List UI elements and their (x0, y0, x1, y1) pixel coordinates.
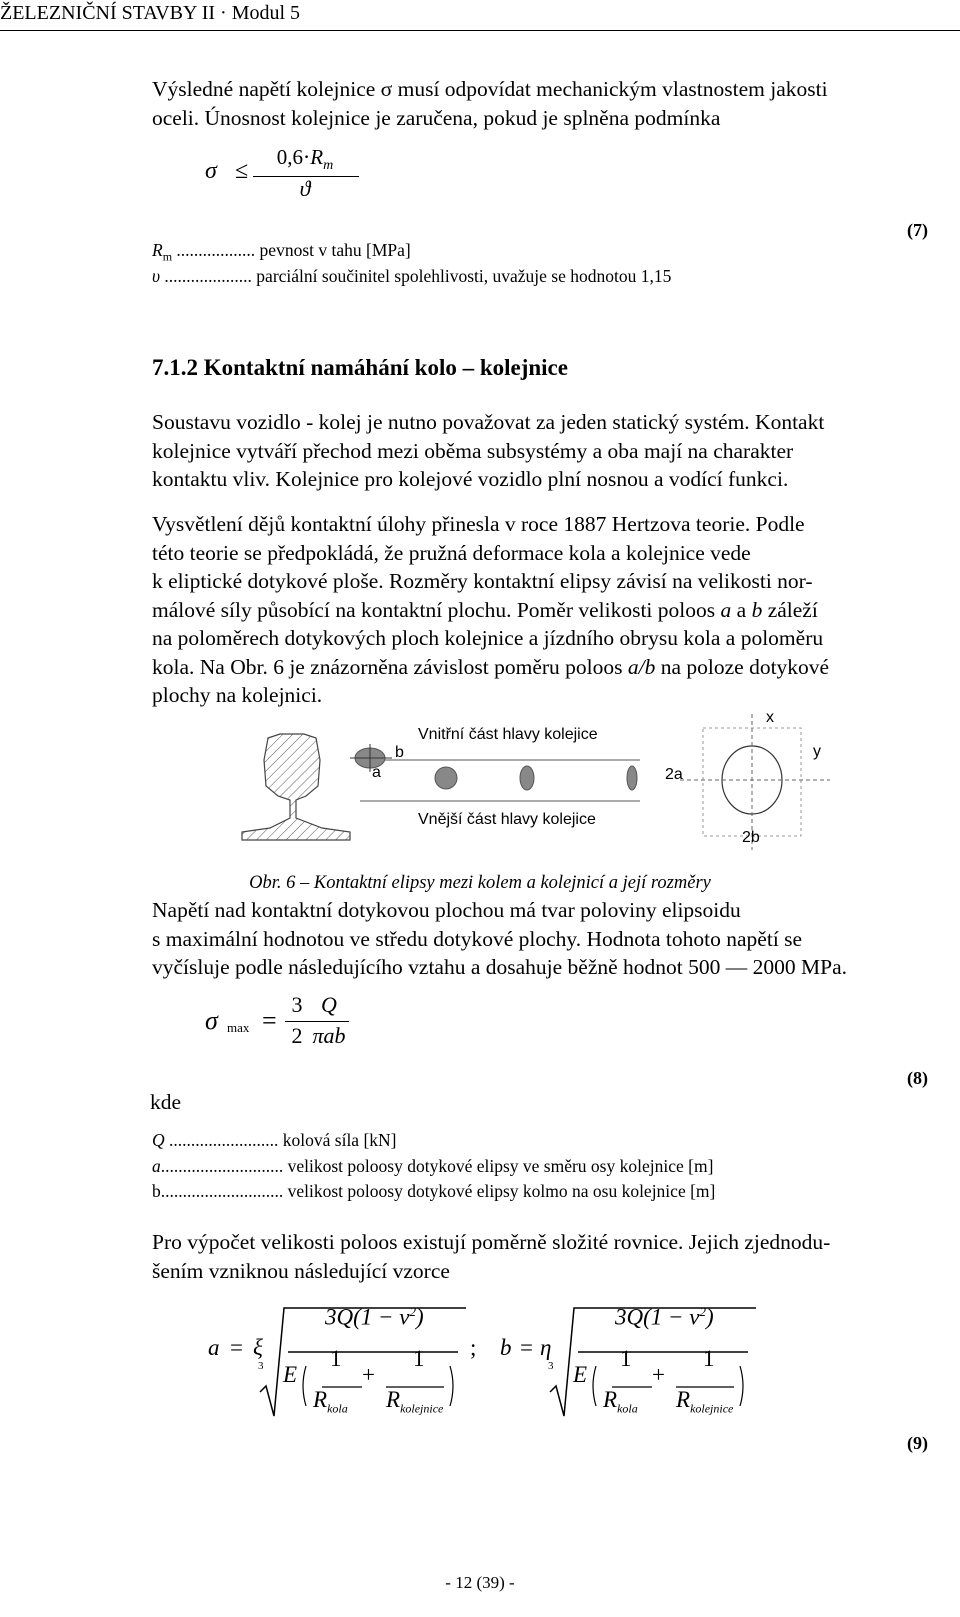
eq9-a-R2-sym: R (386, 1387, 401, 1412)
eq9-b: b (500, 1335, 512, 1360)
contact-ellipse-2 (435, 767, 457, 789)
eq9-a-R1 (313, 1387, 348, 1417)
intro-line-1: Výsledné napětí kolejnice σ musí odpovídat mechanickým vlastnostem jakosti (152, 77, 828, 101)
def-symbol: Q (152, 1130, 165, 1150)
eq8-f-num: Q (321, 992, 337, 1017)
label-2b: 2b (742, 829, 760, 846)
eq9-a-R1-sub: kola (327, 1401, 348, 1416)
def-text: pevnost v tahu [MPa] (255, 240, 411, 260)
def-symbol: b (152, 1181, 161, 1201)
def-symbol: υ (152, 266, 161, 286)
eq9-a-R2 (386, 1387, 443, 1417)
intro-line-2: oceli. Únosnost kolejnice je zaručena, pokud je splněna podmínka (152, 105, 721, 130)
p2-line-5: na poloměrech dotykových ploch kolejnice a jízdního obrysu kola a poloměru (152, 626, 824, 650)
eq8-f-bar (309, 1021, 349, 1022)
eq9-a-R1-sym: R (313, 1387, 328, 1412)
p1-line-2: kolejnice vytváří přechod mezi oběma subsystémy a oba mají na charakter (152, 438, 794, 463)
eq9-separator: ; (470, 1335, 477, 1360)
def-symbol: a (152, 1156, 161, 1176)
eq9-b-num-text: 3Q(1 − ν (615, 1304, 700, 1330)
eq7-def-1 (152, 240, 411, 265)
p2-l4-b: b (751, 597, 763, 622)
def-dots: .................... (160, 266, 252, 286)
eq9-a-num-text: 3Q(1 − ν (325, 1304, 410, 1330)
paragraph-4 (152, 1228, 932, 1285)
eq8-c-den: 2 (291, 1023, 303, 1048)
eq9-a-one-2: 1 (413, 1346, 425, 1371)
p2-l6-ab: a/b (627, 654, 656, 679)
eq9-b-R2-sym: R (676, 1387, 691, 1412)
eq9-xi: ξ (253, 1335, 263, 1360)
eq8-def-Q (152, 1130, 397, 1151)
eq9-a-num (325, 1304, 424, 1331)
rail-profile (242, 734, 350, 840)
header-rule (0, 30, 960, 31)
p1-line-1: Soustavu vozidlo - kolej je nutno považovat za jeden statický systém. Kontakt (152, 410, 825, 434)
eq9-b-num-sup: 2 (699, 1304, 706, 1319)
eq8-equals: = (262, 1006, 277, 1035)
contact-ellipse-1 (350, 744, 392, 772)
p2-l4-a: a (720, 597, 732, 622)
paragraph-2 (152, 510, 932, 710)
eq9-b-one-1: 1 (620, 1346, 632, 1371)
eq9-b-R2 (676, 1387, 733, 1417)
eq7-R-sub: m (323, 158, 334, 174)
def-dots: ............................ (160, 1181, 284, 1201)
contact-ellipse-4 (627, 766, 637, 790)
label-y: y (813, 743, 821, 760)
eq9-b-one-2: 1 (703, 1346, 715, 1371)
eq9-a-root-index: 3 (258, 1360, 264, 1372)
p2-l6-end: na poloze dotykové (655, 654, 830, 679)
equation-9 (0, 1290, 960, 1430)
def-symbol-sub: m (162, 249, 173, 264)
p4-line-2: šením vzniknou následující vzorce (152, 1258, 450, 1283)
eq7-sigma: σ (205, 158, 217, 184)
p3-line-3: vyčísluje podle následujícího vztahu a dosahuje běžně hodnot 500 — 2000 MPa. (152, 955, 848, 979)
def-text: kolová síla [kN] (278, 1130, 397, 1150)
eq9-b-root-index: 3 (548, 1360, 554, 1372)
kde-label: kde (150, 1090, 182, 1114)
label-inner-head: Vnitřní část hlavy kolejice (418, 726, 598, 743)
eq9-a-num-close: ) (416, 1304, 424, 1330)
eq7-leq: ≤ (235, 158, 249, 184)
eq9-b-num-close: ) (706, 1304, 714, 1330)
eq7-R: R (310, 145, 324, 169)
eq9-b-R1-sub: kola (617, 1401, 638, 1416)
eq9-a-num-sup: 2 (409, 1304, 416, 1319)
paragraph-3 (152, 896, 932, 982)
figure-caption: Obr. 6 – Kontaktní elipsy mezi kolem a kolejnicí a její rozměry (249, 873, 711, 893)
eq9-eta: η (540, 1335, 552, 1360)
eq9-b-R2-sub: kolejnice (690, 1401, 734, 1416)
p3-line-1: Napětí nad kontaktní dotykovou plochou má tvar poloviny elipsoidu (152, 898, 741, 922)
eq8-number: (8) (907, 1068, 928, 1088)
eq7-numerator: $0,6\cdot R_m$ (276, 145, 334, 174)
eq9-a-E: E (283, 1362, 298, 1387)
eq9-b-E: E (573, 1362, 588, 1387)
p2-line-3: k eliptické dotykové ploše. Rozměry kontaktní elipsy závisí na velikosti nor- (152, 569, 813, 593)
eq9-b-plus: + (652, 1362, 665, 1387)
p2-l4-mid: a (731, 597, 752, 622)
eq7-coef: 0,6 (276, 145, 304, 169)
eq8-def-a (152, 1156, 713, 1177)
p3-line-2: s maximální hodnotou ve středu dotykové plochy. Hodnota tohoto napětí se (152, 926, 803, 951)
eq9-number: (9) (907, 1433, 928, 1453)
contact-ellipse-3 (520, 766, 534, 790)
eq8-sigma-sub: max (227, 1020, 250, 1035)
page-number: - 12 (39) - (445, 1573, 515, 1592)
eq7-number: (7) (907, 220, 928, 240)
def-dots: ......................... (164, 1130, 279, 1150)
eq9-a-plus: + (362, 1362, 375, 1387)
eq8-f-den: πab (312, 1023, 346, 1048)
paragraph-1 (152, 408, 932, 494)
p1-line-3: kontaktu vliv. Kolejnice pro kolejové vozidlo plní nosnou a vodící funkci. (152, 467, 789, 491)
eq9-b-R1-sym: R (603, 1387, 618, 1412)
label-2a: 2a (665, 766, 683, 783)
eq9-a-eq: = (230, 1335, 243, 1360)
eq7-denominator: ϑ (299, 176, 311, 201)
label-x: x (766, 709, 774, 726)
eq8-def-b (152, 1181, 715, 1202)
eq8-sigma: σ (205, 1006, 218, 1035)
label-a: a (372, 764, 381, 781)
eq7-def-2 (152, 266, 671, 287)
p2-line-2: této teorie se předpokládá, že pružná deformace kola a kolejnice vede (152, 540, 751, 565)
p4-line-1: Pro výpočet velikosti poloos existují poměrně složité rovnice. Jejich zjednodu- (152, 1230, 831, 1254)
def-text: velikost poloosy dotykové elipsy ve směru osy kolejnice [m] (283, 1156, 714, 1176)
p2-line-4 (152, 596, 932, 625)
eq8-c-num: 3 (291, 992, 303, 1017)
label-outer-head: Vnější část hlavy kolejice (418, 811, 596, 828)
def-symbol: R (152, 240, 163, 260)
eq9-a: a (208, 1335, 220, 1360)
p2-l4-end: záleží (762, 597, 818, 622)
def-dots: ............................ (160, 1156, 284, 1176)
p2-line-6 (152, 653, 932, 682)
eq8-c-bar (285, 1021, 309, 1022)
eq9-b-R1 (603, 1387, 638, 1417)
section-heading: 7.1.2 Kontaktní namáhání kolo – kolejnice (152, 355, 568, 380)
def-text: velikost poloosy dotykové elipsy kolmo na osu kolejnice [m] (283, 1181, 716, 1201)
eq9-a-R2-sub: kolejnice (400, 1401, 444, 1416)
running-header: ŽELEZNIČNÍ STAVBY II · Modul 5 (0, 2, 301, 24)
eq9-a-one-1: 1 (330, 1346, 342, 1371)
label-b: b (395, 744, 404, 761)
p2-l4-text: málové síly působící na kontaktní plochu. Poměr velikosti poloos (152, 597, 716, 622)
def-text: parciální součinitel spolehlivosti, uvažuje se hodnotou 1,15 (251, 266, 672, 286)
intro-paragraph (152, 75, 932, 132)
eq9-b-eq: = (520, 1335, 533, 1360)
p2-line-1: Vysvětlení dějů kontaktní úlohy přinesla v roce 1887 Hertzova teorie. Podle (152, 512, 805, 536)
p2-l6-start: kola. Na Obr. 6 je znázorněna závislost poměru poloos (152, 654, 628, 679)
p2-line-7: plochy na kolejnici. (152, 683, 323, 707)
eq9-b-num (615, 1304, 714, 1331)
def-dots: .................. (172, 240, 256, 260)
